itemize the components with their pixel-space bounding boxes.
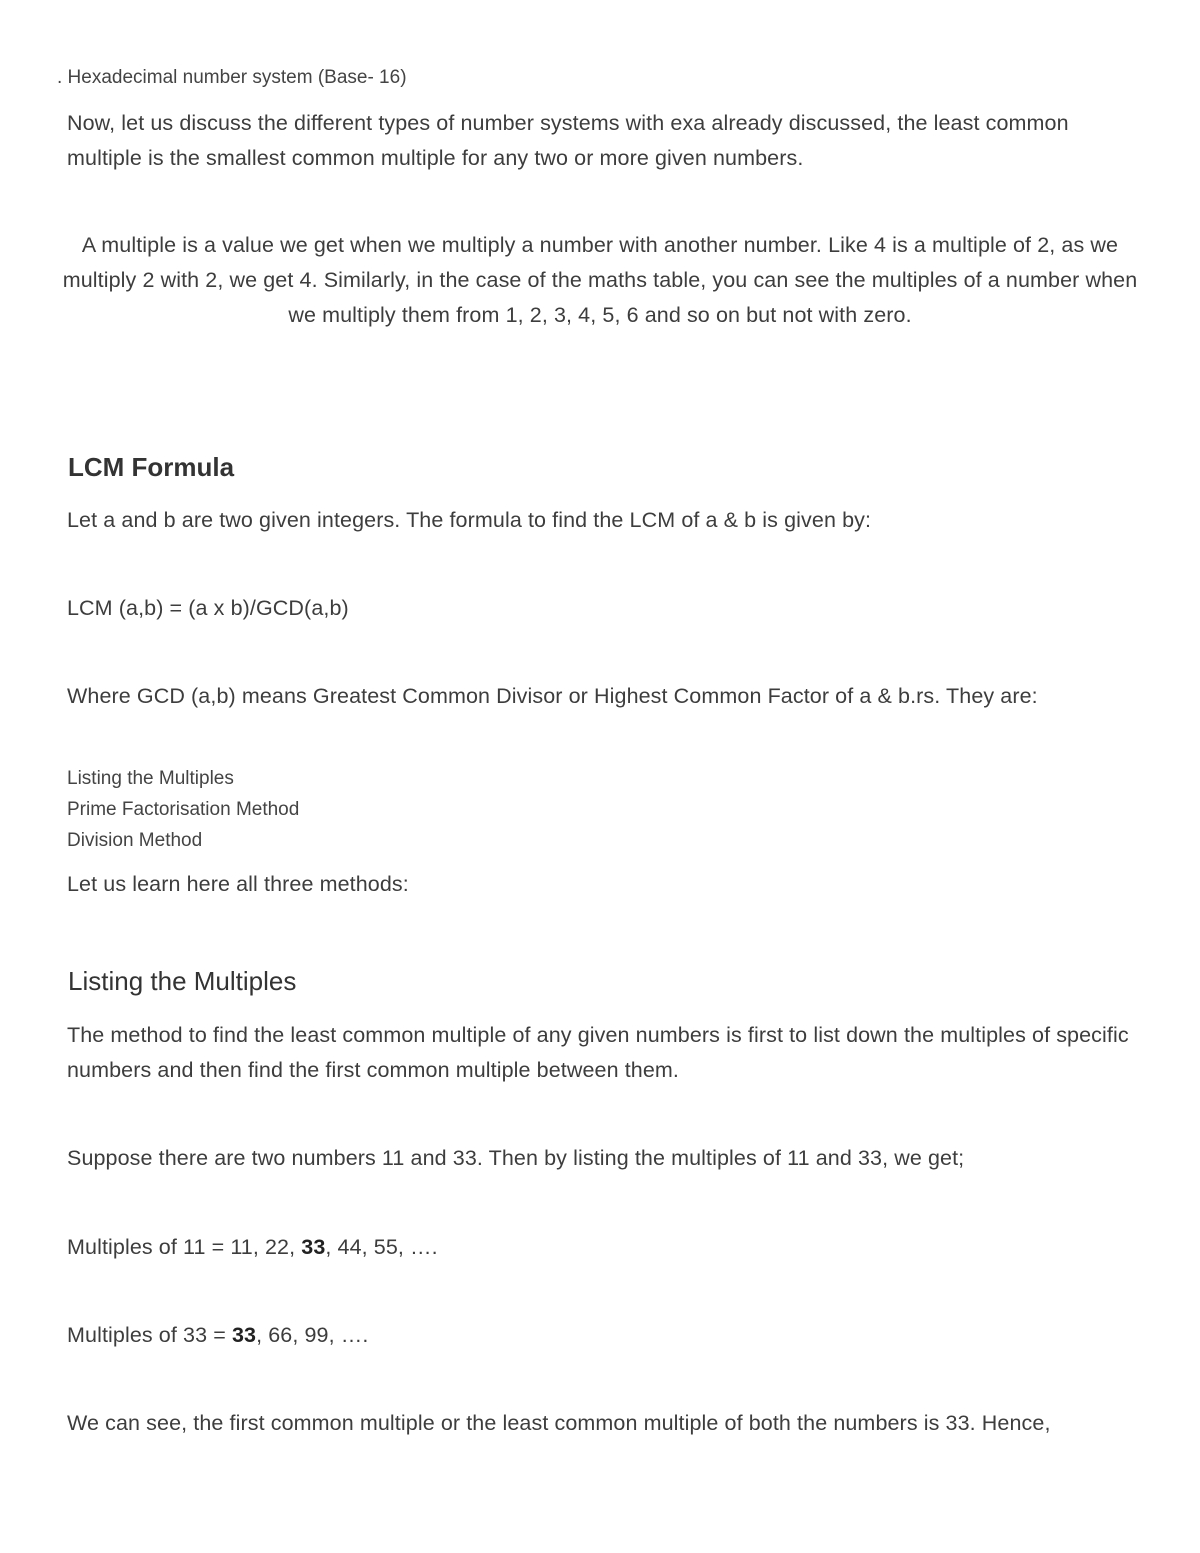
multiples-11-common: 33 [301,1235,326,1259]
multiples-33-prefix: Multiples of 33 = [67,1323,232,1347]
lcm-formula-intro: Let a and b are two given integers. The formula to find the LCM of a & b is given by: [67,508,872,532]
listing-method-paragraph: The method to find the least common multiple of any given numbers is first to list down the multiples of specific numbers and then find the first common multiple between them. [67,1023,1129,1082]
method-item-division: Division Method [67,830,203,851]
lcm-formula-heading: LCM Formula [68,452,235,482]
conclusion-text: We can see, the first common multiple or the least common multiple of both the numbers is 33. Hence, [67,1411,1051,1435]
multiples-11-prefix: Multiples of 11 = 11, 22, [67,1235,302,1259]
multiples-of-33 [67,1318,368,1353]
gcd-explanation: Where GCD (a,b) means Greatest Common Divisor or Highest Common Factor of a & b.rs. They are: [67,684,1038,708]
method-item-prime: Prime Factorisation Method [67,799,300,820]
multiple-paragraph: A multiple is a value we get when we multiply a number with another number. Like 4 is a multiple of 2, as we multiply 2 with 2, we get 4. Similarly, in the case of the maths table, you can see the multiples of a number when we multiply them from 1, 2, 3, 4, 5, 6 and so on but not with zero. [62,233,1138,327]
methods-list [67,763,299,856]
method-item-listing: Listing the Multiples [67,768,234,789]
multiples-33-suffix: , 66, 99, …. [256,1323,369,1347]
intro-paragraph: Now, let us discuss the different types of number systems with exa already discussed, the least common multiple is the smallest common multiple for any two or more given numbers. [67,111,1069,170]
multiples-of-11 [67,1230,438,1265]
learn-methods-text: Let us learn here all three methods: [67,872,409,896]
lcm-formula-equation: LCM (a,b) = (a x b)/GCD(a,b) [67,596,349,620]
listing-heading: Listing the Multiples [68,966,297,996]
suppose-text: Suppose there are two numbers 11 and 33. Then by listing the multiples of 11 and 33, we get; [67,1146,965,1170]
intro-line: . Hexadecimal number system (Base- 16) [57,67,407,88]
multiples-11-suffix: , 44, 55, …. [325,1235,438,1259]
multiples-33-common: 33 [231,1323,257,1347]
